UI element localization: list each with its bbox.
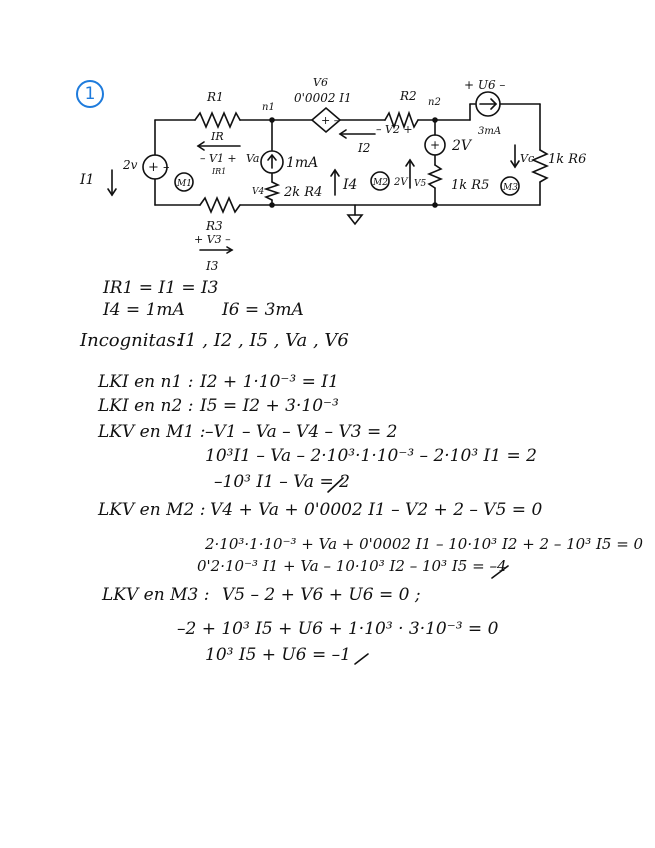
svg-text:+ –: + –: [321, 114, 340, 127]
unknowns-list: I1 , I2 , I5 , Va , V6: [178, 330, 349, 351]
label-i3: I3: [206, 259, 219, 273]
label-i4: I4: [343, 177, 358, 193]
lki-n2-label: LKI en n2 :: [98, 396, 194, 416]
svg-text:+: +: [430, 138, 441, 152]
label-m2: M2: [373, 178, 388, 188]
label-n1: n1: [262, 102, 275, 113]
label-v1: – V1 +: [200, 152, 237, 165]
note-ir1-relation: IR1 = I1 = I3: [103, 278, 219, 298]
lkv-m2-equation-3: 0'2·10⁻³ I1 + Va – 10·10³ I2 – 10³ I5 = –4: [197, 557, 507, 575]
lkv-m3-equation-2: –2 + 10³ I5 + U6 + 1·10³ · 3·10⁻³ = 0: [177, 619, 499, 639]
label-r3: R3: [206, 219, 223, 233]
label-vc: Vc: [520, 152, 535, 165]
label-r4: 2k R4: [284, 185, 323, 200]
label-3ma: 3mA: [478, 126, 502, 137]
unknowns-label: Incognitas:: [80, 330, 182, 351]
r5-resistor: [429, 165, 441, 188]
r4-resistor: [266, 182, 278, 200]
label-1ma: 1mA: [286, 155, 319, 171]
label-r6: 1k R6: [548, 152, 587, 167]
label-u6: + U6 –: [464, 78, 506, 92]
lkv-m2-label: LKV en M2 :: [98, 500, 206, 520]
label-r1: R1: [207, 90, 224, 104]
label-n2: n2: [428, 97, 441, 108]
note-i4-value: I4 = 1mA: [103, 300, 185, 320]
label-v3: + V3 –: [194, 233, 231, 246]
lkv-m1-label: LKV en M1 :: [98, 422, 206, 442]
problem-number-badge: 1: [76, 80, 104, 108]
lkv-m1-equation-1: –V1 – Va – V4 – V3 = 2: [205, 422, 398, 442]
label-dep-source: 0'0002 I1: [294, 91, 352, 105]
label-ir: IR: [211, 130, 224, 143]
lki-n1-label: LKI en n1 :: [98, 372, 194, 392]
r3-resistor: [200, 198, 240, 212]
label-r5: 1k R5: [451, 178, 490, 193]
r6-resistor: [533, 150, 547, 182]
label-v5: V5: [414, 179, 427, 189]
label-ir1: IR1: [212, 167, 227, 176]
note-i6-value: I6 = 3mA: [222, 300, 304, 320]
lkv-m1-equation-2: 10³I1 – Va – 2·10³·1·10⁻³ – 2·10³ I1 = 2: [205, 446, 537, 466]
label-va: Va: [246, 152, 260, 165]
label-v6: V6: [313, 76, 328, 89]
label-m1: M1: [177, 179, 192, 189]
label-r2: R2: [400, 89, 417, 103]
source-polarity-left: + –: [148, 160, 170, 175]
label-v2: – V2 +: [376, 123, 413, 136]
label-2v-near-m2: 2V: [394, 177, 408, 188]
lki-n2-equation: I5 = I2 + 3·10⁻³: [200, 396, 339, 416]
lki-n1-equation: I2 + 1·10⁻³ = I1: [200, 372, 339, 392]
label-i2: I2: [358, 141, 371, 155]
lkv-m3-equation-1: V5 – 2 + V6 + U6 = 0 ;: [222, 585, 421, 605]
lkv-m2-equation-2: 2·10³·1·10⁻³ + Va + 0'0002 I1 – 10·10³ I2 + 2 – 10³ I5 = 0: [205, 535, 644, 553]
lkv-m1-equation-3: –10³ I1 – Va = 2: [214, 472, 350, 492]
label-2v-right: 2V: [452, 138, 472, 154]
label-2v-left: 2v: [123, 158, 138, 172]
label-i1: I1: [80, 172, 95, 188]
r1-resistor: [195, 113, 240, 127]
circuit-diagram: [0, 0, 655, 290]
label-v4: V4: [252, 187, 265, 197]
ground-symbol: [348, 215, 362, 224]
lkv-m3-equation-3: 10³ I5 + U6 = –1: [205, 645, 351, 665]
lkv-m3-label: LKV en M3 :: [102, 585, 210, 605]
label-m3: M3: [503, 183, 518, 193]
lkv-m2-equation-1: V4 + Va + 0'0002 I1 – V2 + 2 – V5 = 0: [210, 500, 543, 520]
